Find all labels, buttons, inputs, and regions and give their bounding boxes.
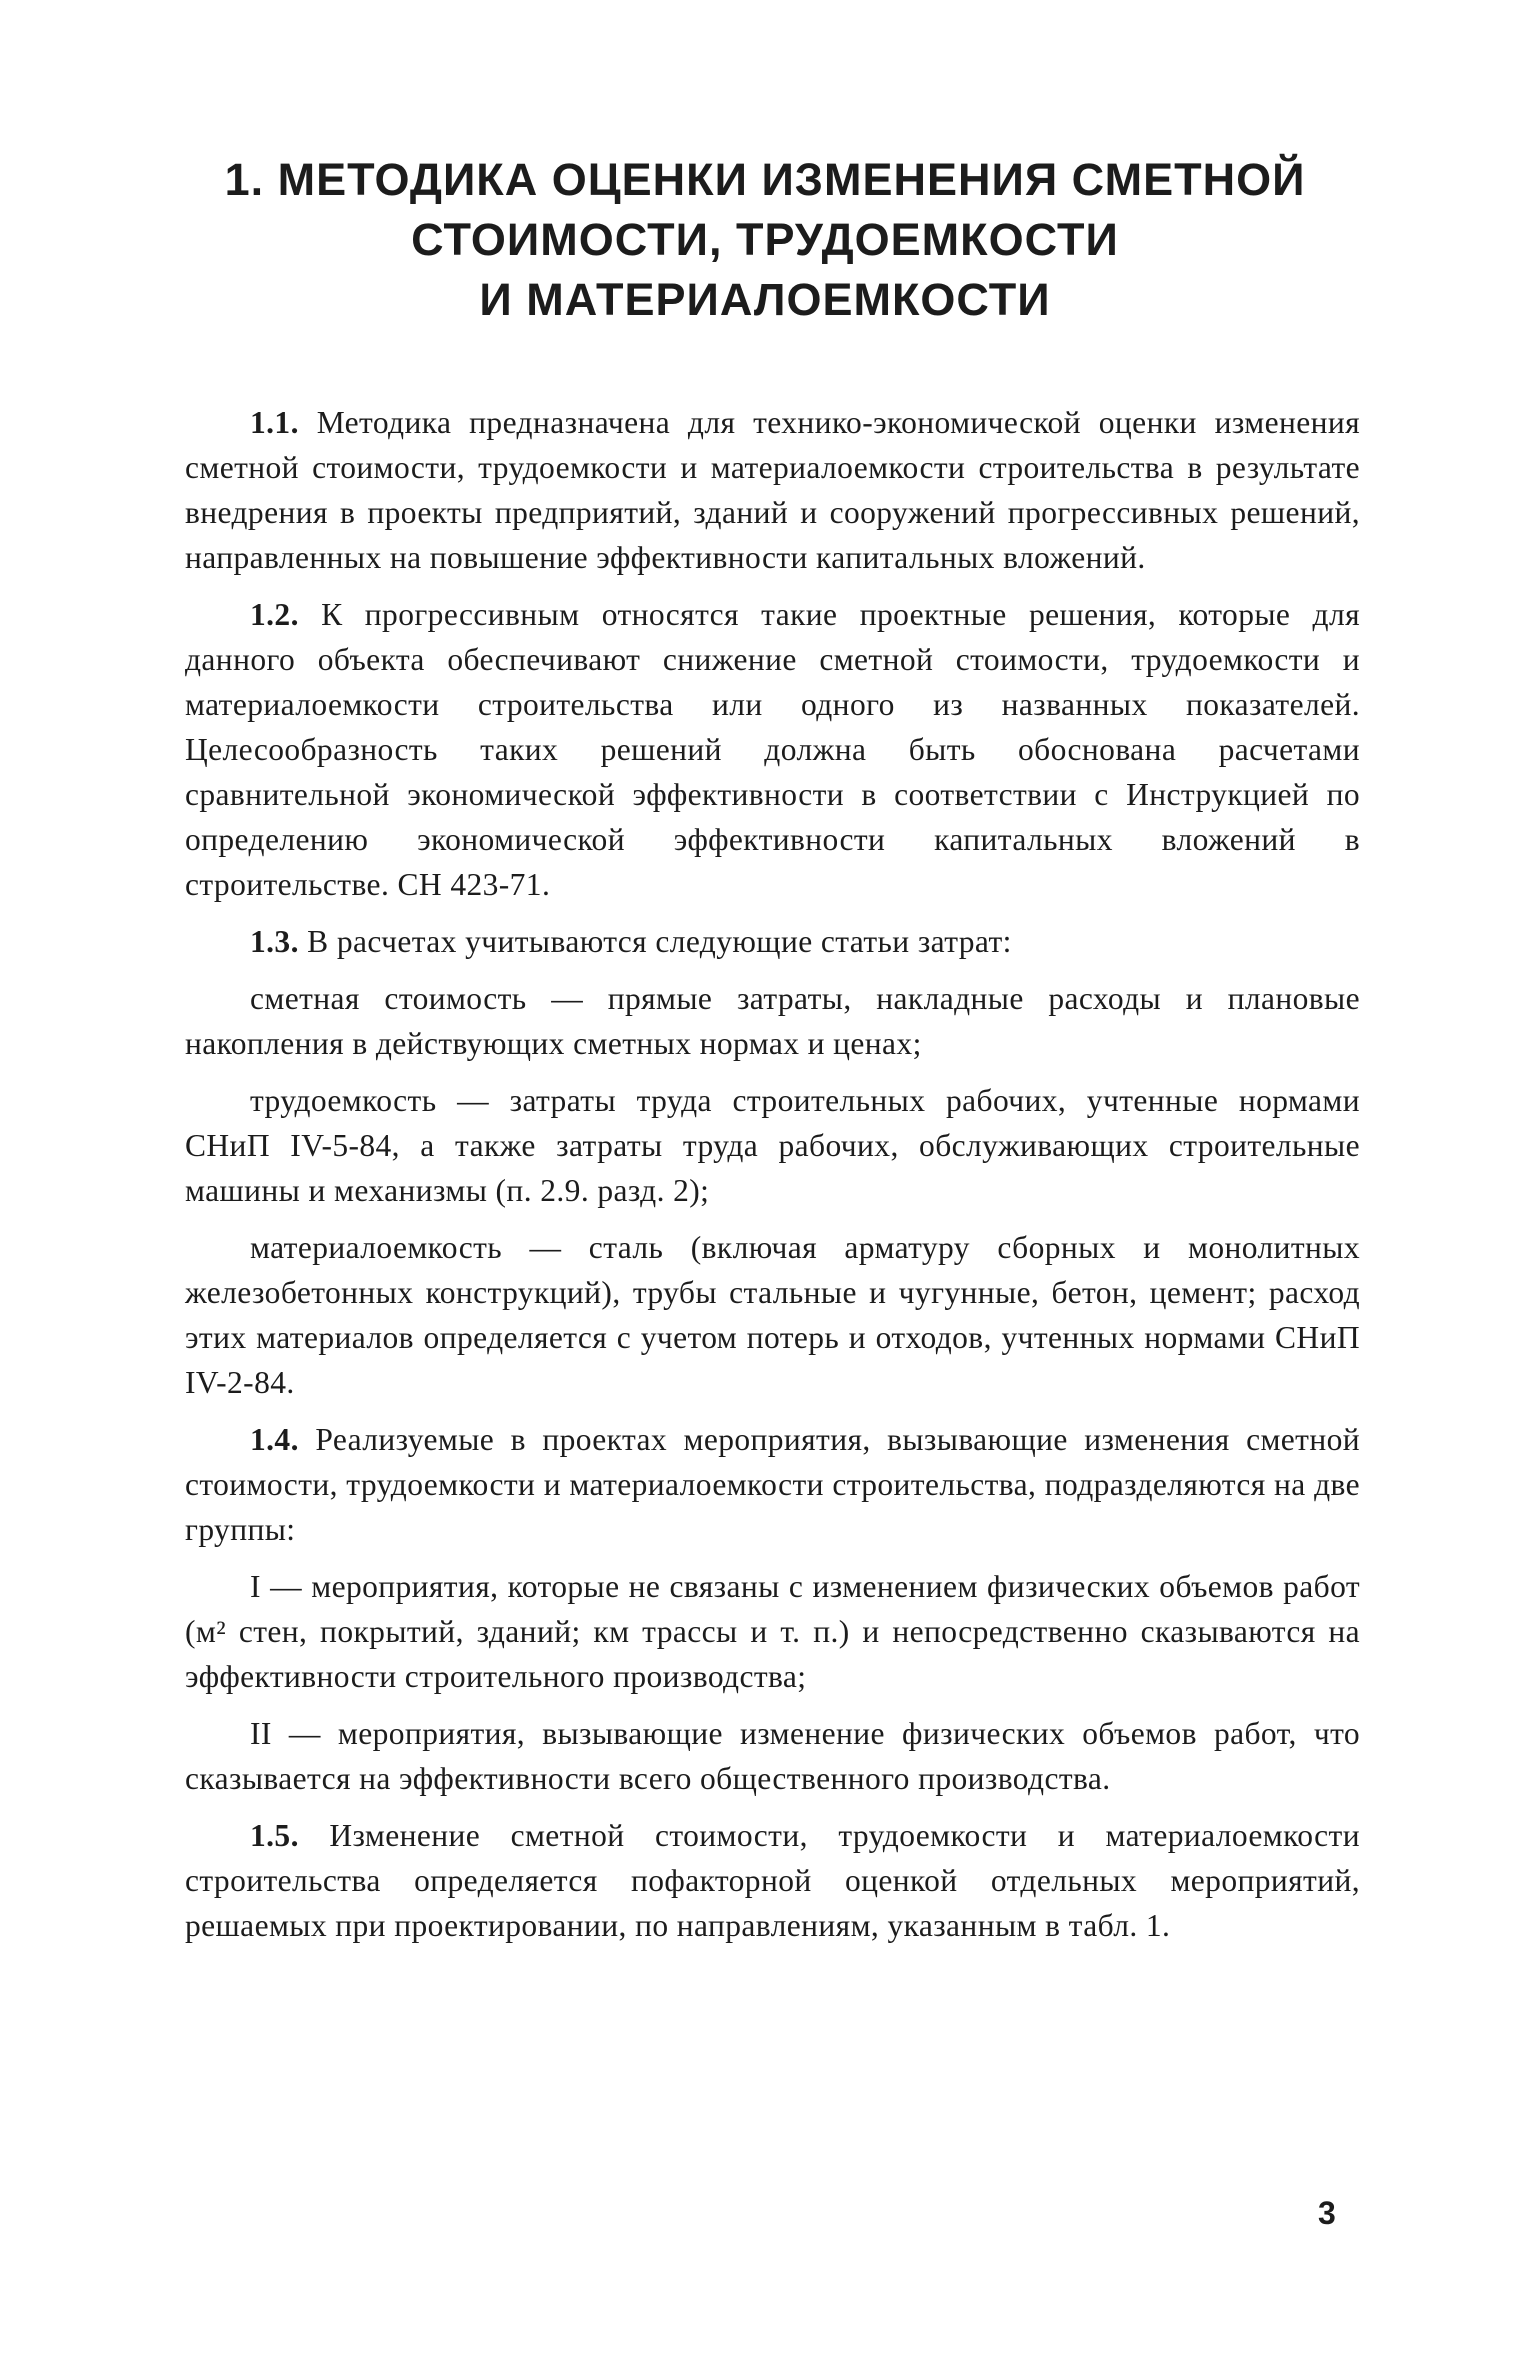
paragraph-text: Изменение сметной стоимости, трудоемкости и материалоемкости строительства определяется пофакторной оценкой отдельных мероприятий, решаемых при проектировании, по направлениям, указанным в табл. 1. — [185, 1818, 1360, 1943]
section-heading — [150, 150, 1380, 330]
paragraph-1-2 — [185, 592, 1360, 907]
paragraph-number: 1.1. — [250, 405, 299, 440]
paragraph-group-1: I — мероприятия, которые не связаны с изменением физических объемов работ (м² стен, покрытий, зданий; км трассы и т. п.) и непосредственно сказываются на эффективности строительного производства; — [185, 1569, 1360, 1694]
paragraph-1-4 — [185, 1417, 1360, 1552]
page-number: 3 — [1318, 2195, 1336, 2231]
paragraph-1-5 — [185, 1813, 1360, 1948]
heading-line-1: 1. МЕТОДИКА ОЦЕНКИ ИЗМЕНЕНИЯ СМЕТНОЙ — [224, 154, 1306, 205]
paragraph-number: 1.4. — [250, 1422, 299, 1457]
paragraph-cost-item-materials: материалоемкость — сталь (включая арматуру сборных и монолитных железобетонных конструкций), трубы стальные и чугунные, бетон, цемент; расход этих материалов определяется с учетом потерь и отходов, учтенных нормами СНиП IV-2-84. — [185, 1230, 1360, 1400]
body-text — [185, 400, 1360, 1948]
paragraph-group-2: II — мероприятия, вызывающие изменение физических объемов работ, что сказывается на эффективности всего общественного производства. — [185, 1716, 1360, 1796]
paragraph-number: 1.3. — [250, 924, 299, 959]
paragraph-number: 1.5. — [250, 1818, 299, 1853]
paragraph-text: Методика предназначена для технико-экономической оценки изменения сметной стоимости, трудоемкости и материалоемкости строительства в результате внедрения в проекты предприятий, зданий и сооружений прогрессивных решений, направленных на повышение эффективности капитальных вложений. — [185, 405, 1361, 575]
paragraph-number: 1.2. — [250, 597, 299, 632]
paragraph-text: В расчетах учитываются следующие статьи затрат: — [307, 924, 1012, 959]
paragraph-text: К прогрессивным относятся такие проектные решения, которые для данного объекта обеспечивают снижение сметной стоимости, трудоемкости и материалоемкости строительства или одного из названных показателей. Целесообразность таких решений должна быть обоснована расчетами сравнительной экономической эффективности в соответствии с Инструкцией по определению экономической эффективности капитальных вложений в строительстве. СН 423-71. — [185, 597, 1360, 902]
paragraph-text: Реализуемые в проектах мероприятия, вызывающие изменения сметной стоимости, трудоемкости и материалоемкости строительства, подразделяются на две группы: — [185, 1422, 1361, 1547]
paragraph-1-1 — [185, 400, 1360, 580]
paragraph-cost-item-estimate: сметная стоимость — прямые затраты, накладные расходы и плановые накопления в действующих сметных нормах и ценах; — [185, 981, 1360, 1061]
heading-line-3: И МАТЕРИАЛОЕМКОСТИ — [479, 274, 1051, 325]
paragraph-1-3 — [185, 919, 1360, 964]
paragraph-cost-item-labor: трудоемкость — затраты труда строительных рабочих, учтенные нормами СНиП IV-5-84, а также затраты труда рабочих, обслуживающих строительные машины и механизмы (п. 2.9. разд. 2); — [185, 1083, 1360, 1208]
heading-line-2: СТОИМОСТИ, ТРУДОЕМКОСТИ — [411, 214, 1119, 265]
